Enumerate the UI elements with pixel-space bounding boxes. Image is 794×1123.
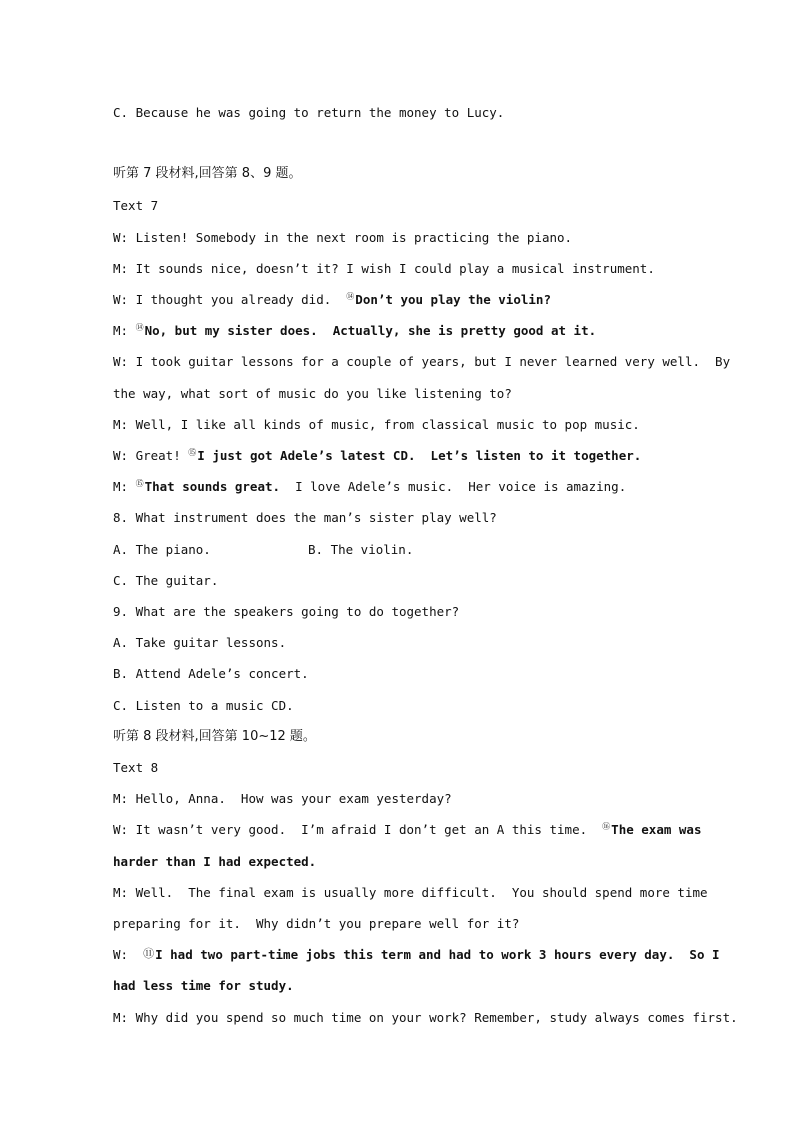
option-line: A. Take guitar lessons. bbox=[113, 635, 287, 650]
dialogue-text: W: Great! bbox=[113, 448, 189, 463]
key-sentence: The exam was bbox=[611, 822, 702, 837]
key-sentence: I had two part-time jobs this term and had to work 3 hours every day. So I bbox=[155, 947, 720, 962]
dialogue-text: M: bbox=[113, 479, 136, 494]
dialogue-line: M: It sounds nice, doesn’t it? I wish I could play a musical instrument. bbox=[113, 261, 655, 276]
dialogue-line: M: Hello, Anna. How was your exam yesterday? bbox=[113, 791, 452, 806]
dialogue-line bbox=[113, 448, 641, 466]
dialogue-line: W: I took guitar lessons for a couple of years, but I never learned very well. By bbox=[113, 354, 731, 369]
answer-marker: ⑭ bbox=[135, 323, 144, 332]
key-sentence: I just got Adele’s latest CD. Let’s listen to it together. bbox=[197, 448, 642, 463]
dialogue-line bbox=[113, 292, 551, 310]
dialogue-text: W: It wasn’t very good. I’m afraid I don’t get an A this time. bbox=[113, 822, 603, 837]
dialogue-text: M: bbox=[113, 323, 136, 338]
key-sentence: Don’t you play the violin? bbox=[355, 292, 551, 307]
answer-marker: ⑯ bbox=[602, 822, 611, 831]
key-sentence: That sounds great. bbox=[144, 479, 281, 494]
section-heading: 听第 7 段材料,回答第 8、9 题。 bbox=[113, 166, 302, 181]
text-title: Text 7 bbox=[113, 198, 159, 213]
answer-marker: ⑭ bbox=[346, 292, 355, 301]
answer-marker: ⑮ bbox=[188, 448, 197, 457]
dialogue-line: M: Well, I like all kinds of music, from classical music to pop music. bbox=[113, 417, 640, 432]
dialogue-line: preparing for it. Why didn’t you prepare well for it? bbox=[113, 916, 520, 931]
option-line: C. The guitar. bbox=[113, 573, 219, 588]
text-title: Text 8 bbox=[113, 760, 159, 775]
dialogue-text: W: bbox=[113, 947, 144, 962]
answer-marker: ⑪ bbox=[143, 947, 155, 960]
dialogue-line bbox=[113, 822, 701, 840]
dialogue-line: M: Why did you spend so much time on your work? Remember, study always comes first. bbox=[113, 1010, 738, 1025]
option-line: C. Because he was going to return the money to Lucy. bbox=[113, 105, 505, 120]
dialogue-line: W: Listen! Somebody in the next room is practicing the piano. bbox=[113, 230, 573, 245]
section-heading: 听第 8 段材料,回答第 10~12 题。 bbox=[113, 729, 316, 744]
key-sentence: had less time for study. bbox=[113, 978, 294, 993]
dialogue-text: W: I thought you already did. bbox=[113, 292, 347, 307]
question-line: 8. What instrument does the man’s sister play well? bbox=[113, 510, 497, 525]
dialogue-line bbox=[113, 323, 596, 341]
dialogue-text: I love Adele’s music. Her voice is amazing. bbox=[280, 479, 627, 494]
dialogue-line bbox=[113, 947, 720, 964]
dialogue-line bbox=[113, 479, 626, 497]
option-line: A. The piano. bbox=[113, 542, 211, 557]
dialogue-line: M: Well. The final exam is usually more difficult. You should spend more time bbox=[113, 885, 708, 900]
answer-marker: ⑮ bbox=[135, 479, 144, 488]
option-line: B. Attend Adele’s concert. bbox=[113, 666, 309, 681]
option-line: C. Listen to a music CD. bbox=[113, 698, 294, 713]
key-sentence: harder than I had expected. bbox=[113, 854, 317, 869]
key-sentence: No, but my sister does. Actually, she is pretty good at it. bbox=[144, 323, 597, 338]
dialogue-line: the way, what sort of music do you like listening to? bbox=[113, 386, 512, 401]
option-line: B. The violin. bbox=[308, 542, 414, 557]
question-line: 9. What are the speakers going to do together? bbox=[113, 604, 460, 619]
